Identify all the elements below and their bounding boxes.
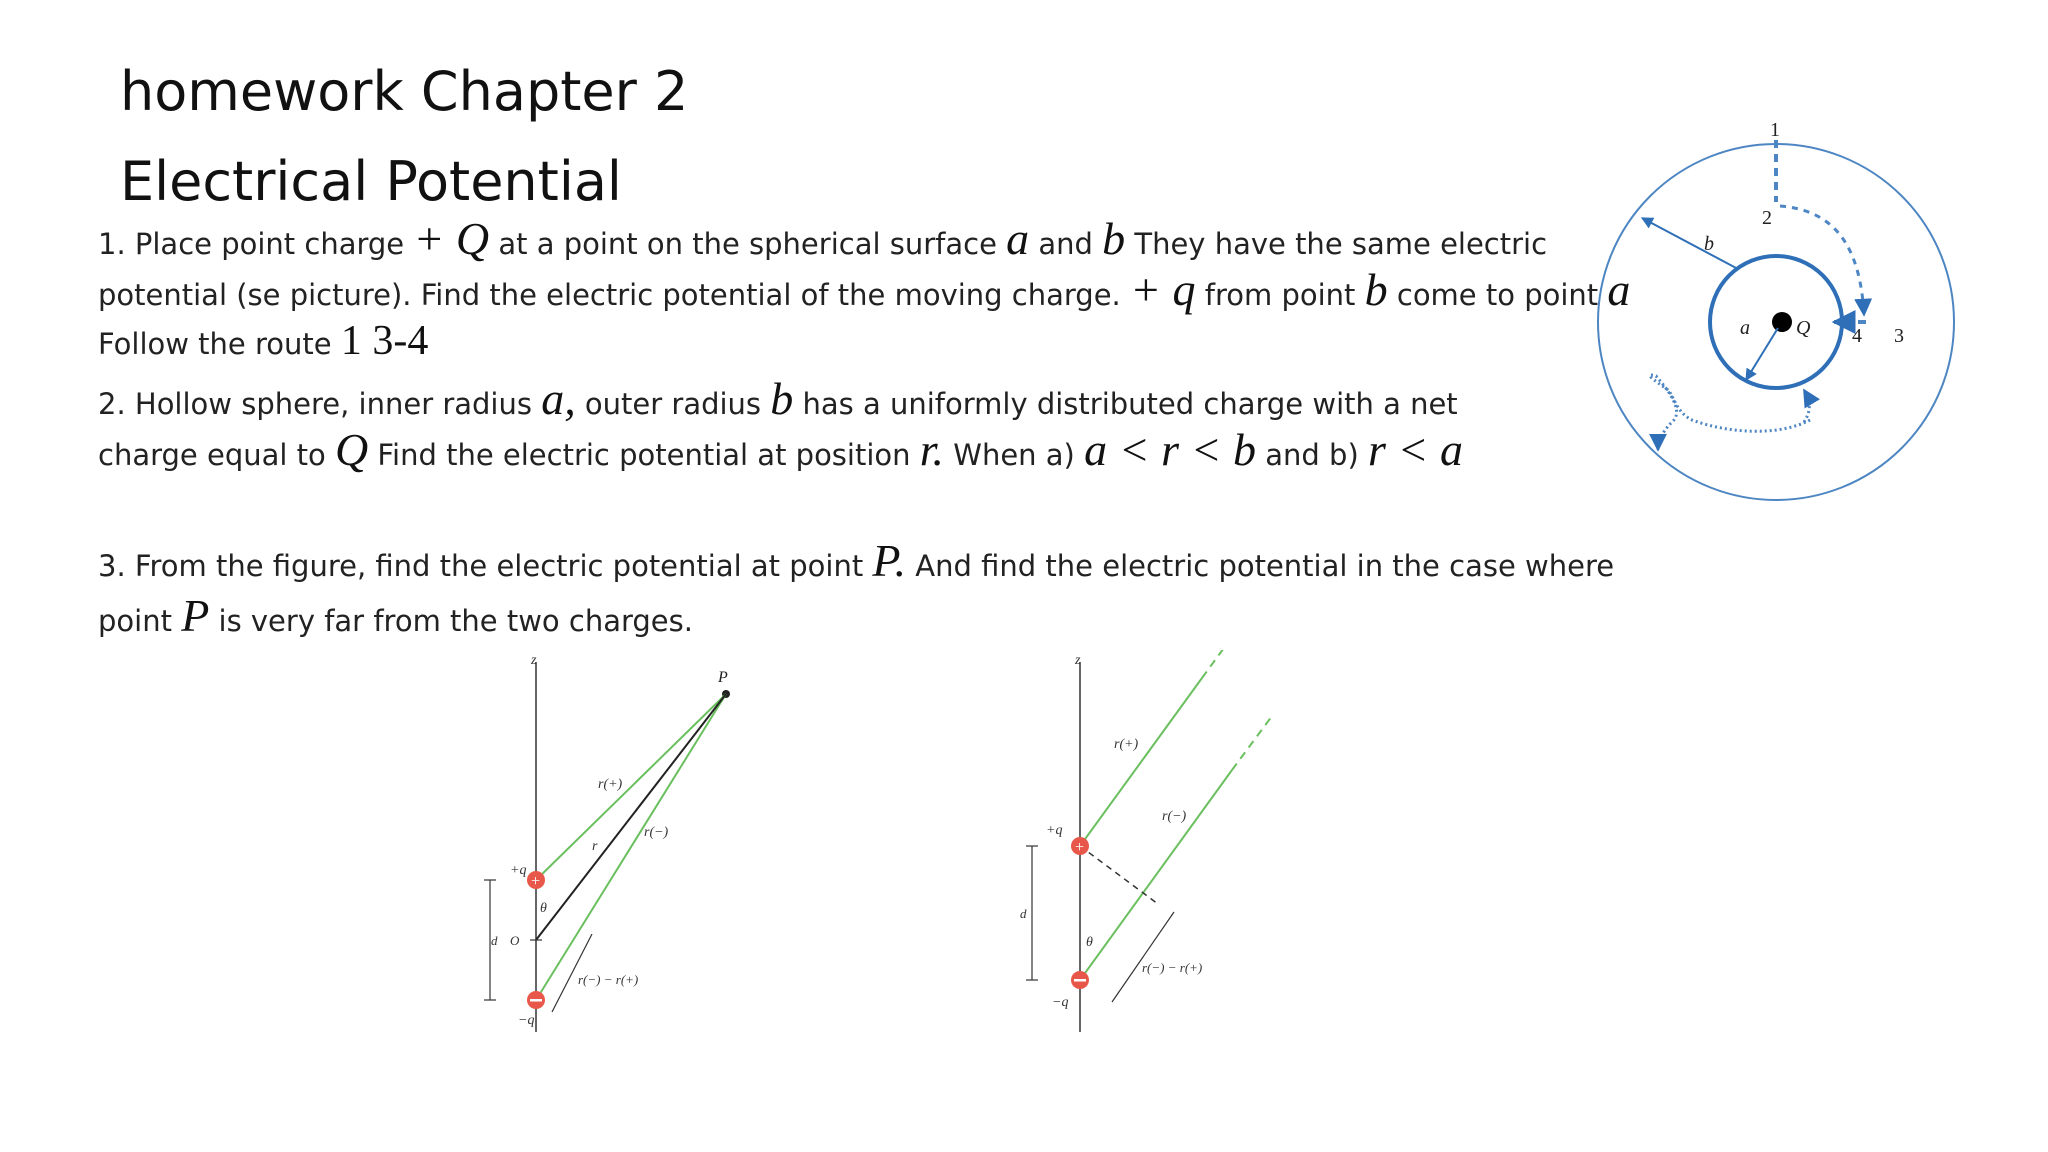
dipole-figure-right — [1010, 650, 1300, 1040]
minus-q-label: −q — [1052, 995, 1069, 1010]
plus-sign: + — [1075, 839, 1085, 856]
p3-text: And find the electric potential in the case where point — [98, 549, 1615, 638]
p1-text: and — [1029, 227, 1103, 261]
label-Q: Q — [1796, 317, 1811, 339]
plus-sign: + — [531, 873, 541, 890]
p1-text: 1. Place point charge — [98, 227, 414, 261]
point-charge — [1772, 312, 1792, 332]
r-label: r — [592, 839, 598, 854]
problem-2 — [98, 373, 1548, 478]
label-b: b — [1704, 233, 1714, 255]
label-3: 3 — [1894, 325, 1904, 347]
p1-text: come to point — [1387, 278, 1608, 312]
p1-text: from point — [1195, 278, 1365, 312]
r-minus-label: r(−) — [644, 825, 669, 840]
z-label: z — [1075, 653, 1081, 668]
route-2-3 — [1780, 206, 1864, 315]
r-plus-label: r(+) — [1114, 737, 1139, 752]
p2-math-cond-b: r < a — [1368, 424, 1463, 475]
p1-math-Q: + Q — [413, 213, 490, 264]
p1-math-q: + q — [1130, 264, 1196, 315]
radius-b-arrow — [1642, 218, 1738, 269]
route-dotted-start — [1804, 390, 1809, 422]
diff-dimension — [1112, 912, 1174, 1002]
problem-1 — [98, 213, 1638, 367]
p3-math-P2: P — [181, 590, 210, 641]
minus-q-label: −q — [518, 1013, 535, 1028]
p1-route: 1 3-4 — [340, 318, 429, 364]
radius-a-arrow — [1746, 328, 1778, 380]
theta-label: θ — [1086, 935, 1093, 950]
O-label: O — [510, 933, 520, 948]
page-subtitle: Electrical Potential — [120, 150, 622, 213]
p2-text: has a uniformly distributed charge with a net charge equal to — [98, 387, 1458, 472]
p2-text: 2. Hollow sphere, inner radius — [98, 387, 542, 421]
p1-math-b: b — [1102, 213, 1126, 264]
p3-math-P: P. — [872, 535, 907, 586]
minus-sign — [1074, 979, 1086, 982]
dipole-figure-left — [480, 650, 740, 1040]
page-title: homework Chapter 2 — [120, 60, 689, 123]
plus-q-label: +q — [510, 863, 527, 878]
label-1: 1 — [1770, 119, 1780, 141]
p2-text: Find the electric potential at position — [368, 438, 920, 472]
p2-text: outer radius — [575, 387, 771, 421]
d-label: d — [1020, 906, 1027, 921]
diff-label: r(−) − r(+) — [1142, 960, 1203, 975]
label-a: a — [1740, 317, 1750, 339]
p2-math-r: r. — [919, 424, 945, 475]
p2-text: and b) — [1256, 438, 1368, 472]
r-plus-line — [536, 694, 726, 880]
p1-text: They have the same electric potential (se picture). Find the electric potential of the moving charge. — [98, 227, 1548, 312]
p1-math-a2: a — [1607, 264, 1631, 315]
diff-label: r(−) − r(+) — [578, 972, 639, 987]
p2-math-cond-a: a < r < b — [1084, 424, 1257, 475]
d-label: d — [491, 933, 498, 948]
label-4: 4 — [1852, 325, 1862, 347]
p1-text: Follow the route — [98, 327, 341, 361]
P-label: P — [718, 669, 728, 686]
p1-text: at a point on the spherical surface — [489, 227, 1007, 261]
r-plus-label: r(+) — [598, 777, 623, 792]
r-minus-extension — [1232, 716, 1272, 770]
p2-math-Q: Q — [334, 424, 369, 475]
plus-q-label: +q — [1046, 823, 1063, 838]
r-minus-line — [536, 694, 726, 1000]
r-plus-extension — [1202, 650, 1240, 678]
z-label: z — [531, 653, 537, 668]
p2-math-a: a, — [541, 373, 576, 424]
perpendicular — [1080, 846, 1158, 904]
p1-math-a: a — [1006, 213, 1030, 264]
theta-label: θ — [540, 901, 547, 916]
p3-text: 3. From the figure, find the electric potential at point — [98, 549, 873, 583]
p1-math-b2: b — [1364, 264, 1388, 315]
problem-3 — [98, 536, 1638, 646]
label-2: 2 — [1762, 207, 1772, 229]
p2-text: When a) — [944, 438, 1085, 472]
r-minus-label: r(−) — [1162, 809, 1187, 824]
p2-math-b: b — [770, 373, 794, 424]
sphere-figure — [1580, 110, 1980, 510]
r-line — [536, 694, 726, 940]
minus-sign — [530, 999, 542, 1002]
r-minus-line — [1080, 770, 1232, 980]
p3-text: is very far from the two charges. — [209, 604, 693, 638]
